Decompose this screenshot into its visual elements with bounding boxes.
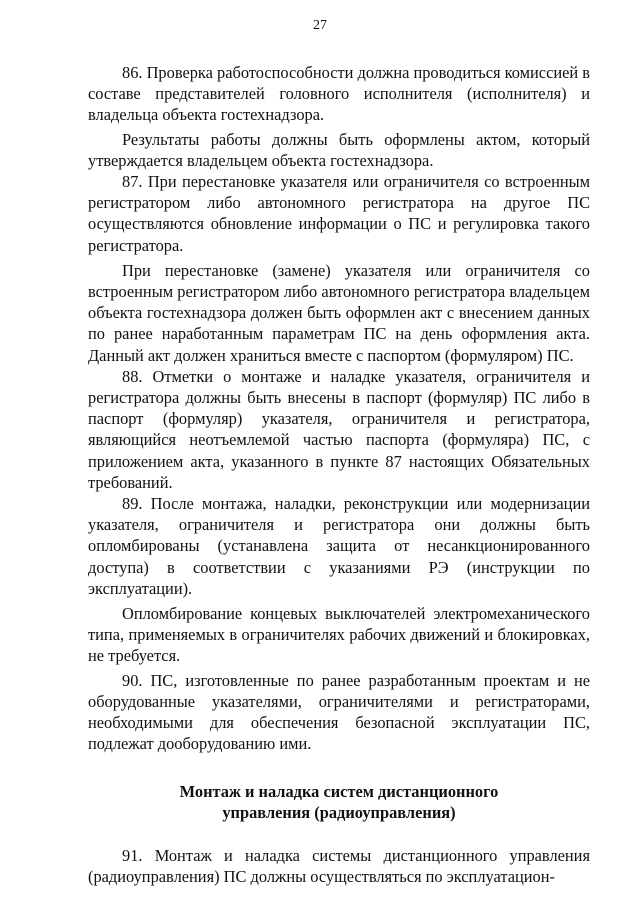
page-number: 27 [313,18,327,33]
paragraph-87: 87. При перестановке указателя или ограничителя со встроенным регистратором либо автономного регистратора на другое ПС осуществляются обновление информации о ПС и регулировка такого регистратора. [88,172,590,255]
paragraph-91: 91. Монтаж и наладка системы дистанционного управления (радиоуправления) ПС должны осуществляться по эксплуатацион- [88,845,590,886]
paragraph-86-result: Результаты работы должны быть оформлены актом, который утверждается владельцем объекта гостехнадзора. [88,129,590,170]
paragraph-86: 86. Проверка работоспособности должна проводиться комиссией в составе представителей головного исполнителя (исполнителя) и владельца объекта гостехнадзора. [88,63,590,125]
paragraph-89: 89. После монтажа, наладки, реконструкции или модернизации указателя, ограничителя и регистратора они должны быть опломбированы (устанавлена защита от несанкционированного доступа) в соответствии с указаниями РЭ (инструкции по эксплуатации). [88,494,590,598]
paragraph-88: 88. Отметки о монтаже и наладке указателя, ограничителя и регистратора должны быть внесены в паспорт (формуляр) ПС либо в паспорт (формуляр) указателя, ограничителя и регистратора, являющийся неотъемлемой частью паспорта (формуляра) ПС, с приложением акта, указанного в пункте 87 настоящих Обязательных требований. [88,366,590,492]
section-title-line-2: управления (радиоуправления) [222,802,456,822]
paragraph-87-replacement: При перестановке (замене) указателя или ограничителя со встроенным регистратором либо автономного регистратора владельцем объекта гостехнадзора должен быть оформлен акт с внесением данных по ранее наработанным параметрам ПС на день оформления акта. Данный акт должен храниться вместе с паспортом (формуляром) ПС. [88,260,590,365]
paragraph-90: 90. ПС, изготовленные по ранее разработанным проектам и не оборудованные указателями, ограничителями и регистраторами, необходимыми для обеспечения безопасной эксплуатации ПС, подлежат дооборудованию ими. [88,670,590,754]
paragraph-89-sealing: Опломбирование концевых выключателей электромеханического типа, применяемых в ограничителях рабочих движений и блокировках, не требуется. [88,604,590,666]
document-body [88,62,590,887]
section-title-line-1: Монтаж и наладка систем дистанционного [179,781,499,801]
section-title [88,781,590,823]
